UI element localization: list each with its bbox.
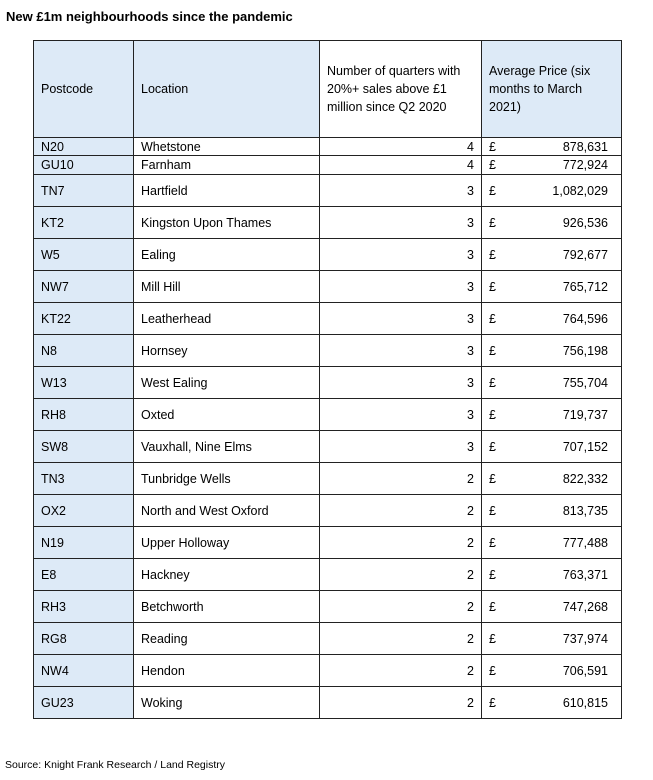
table-row: [34, 239, 622, 271]
price-cell: [482, 138, 622, 156]
price-cell: [482, 156, 622, 175]
location-cell: North and West Oxford: [134, 495, 320, 527]
currency-symbol: £: [489, 599, 496, 614]
price-cell: [482, 495, 622, 527]
currency-symbol: £: [489, 695, 496, 710]
table-row: [34, 303, 622, 335]
location-cell: Tunbridge Wells: [134, 463, 320, 495]
postcode-cell: TN3: [34, 463, 134, 495]
currency-symbol: £: [489, 471, 496, 486]
price-amount: 878,631: [562, 139, 608, 154]
price-amount: 755,704: [562, 375, 608, 390]
header-price: Average Price (six months to March 2021): [482, 41, 622, 138]
price-cell: [482, 335, 622, 367]
price-cell: [482, 367, 622, 399]
source-note: Source: Knight Frank Research / Land Registry: [5, 759, 226, 771]
postcode-cell: GU10: [34, 156, 134, 175]
location-cell: Hornsey: [134, 335, 320, 367]
postcode-cell: NW4: [34, 655, 134, 687]
table-row: [34, 156, 622, 175]
postcode-cell: N19: [34, 527, 134, 559]
quarters-cell: 2: [320, 687, 482, 719]
price-cell: [482, 687, 622, 719]
price-amount: 792,677: [562, 247, 608, 262]
price-cell: [482, 399, 622, 431]
price-amount: 707,152: [562, 439, 608, 454]
location-cell: Whetstone: [134, 138, 320, 156]
price-cell: [482, 591, 622, 623]
quarters-cell: 3: [320, 399, 482, 431]
price-cell: [482, 463, 622, 495]
postcode-cell: N20: [34, 138, 134, 156]
location-cell: West Ealing: [134, 367, 320, 399]
table-row: [34, 559, 622, 591]
currency-symbol: £: [489, 407, 496, 422]
quarters-cell: 2: [320, 591, 482, 623]
location-cell: Hendon: [134, 655, 320, 687]
quarters-cell: 2: [320, 655, 482, 687]
price-amount: 737,974: [562, 631, 608, 646]
postcode-cell: W13: [34, 367, 134, 399]
location-cell: Woking: [134, 687, 320, 719]
location-cell: Reading: [134, 623, 320, 655]
postcode-cell: W5: [34, 239, 134, 271]
header-postcode: Postcode: [34, 41, 134, 138]
currency-symbol: £: [489, 279, 496, 294]
postcode-cell: SW8: [34, 431, 134, 463]
location-cell: Hackney: [134, 559, 320, 591]
quarters-cell: 3: [320, 367, 482, 399]
price-amount: 1,082,029: [552, 183, 608, 198]
price-cell: [482, 623, 622, 655]
location-cell: Oxted: [134, 399, 320, 431]
quarters-cell: 4: [320, 138, 482, 156]
price-amount: 772,924: [562, 158, 608, 172]
table-row: [34, 138, 622, 156]
price-amount: 777,488: [562, 535, 608, 550]
table-row: [34, 175, 622, 207]
currency-symbol: £: [489, 535, 496, 550]
postcode-cell: NW7: [34, 271, 134, 303]
price-cell: [482, 175, 622, 207]
table-body: [34, 138, 622, 719]
postcode-cell: RG8: [34, 623, 134, 655]
currency-symbol: £: [489, 311, 496, 326]
quarters-cell: 2: [320, 623, 482, 655]
table-row: [34, 367, 622, 399]
price-cell: [482, 207, 622, 239]
currency-symbol: £: [489, 215, 496, 230]
currency-symbol: £: [489, 503, 496, 518]
table-row: [34, 207, 622, 239]
price-amount: 765,712: [562, 279, 608, 294]
table-row: [34, 271, 622, 303]
quarters-cell: 3: [320, 431, 482, 463]
quarters-cell: 2: [320, 463, 482, 495]
table-row: [34, 463, 622, 495]
quarters-cell: 3: [320, 175, 482, 207]
quarters-cell: 3: [320, 271, 482, 303]
table-row: [34, 495, 622, 527]
price-cell: [482, 655, 622, 687]
price-amount: 747,268: [562, 599, 608, 614]
table-header-row: [34, 41, 622, 138]
currency-symbol: £: [489, 343, 496, 358]
price-amount: 926,536: [562, 215, 608, 230]
location-cell: Betchworth: [134, 591, 320, 623]
quarters-cell: 3: [320, 335, 482, 367]
header-quarters: Number of quarters with 20%+ sales above £1 million since Q2 2020: [320, 41, 482, 138]
price-cell: [482, 239, 622, 271]
page-title: New £1m neighbourhoods since the pandemic: [6, 9, 293, 24]
price-cell: [482, 527, 622, 559]
currency-symbol: £: [489, 567, 496, 582]
table-row: [34, 335, 622, 367]
postcode-cell: TN7: [34, 175, 134, 207]
price-amount: 813,735: [562, 503, 608, 518]
location-cell: Mill Hill: [134, 271, 320, 303]
price-cell: [482, 559, 622, 591]
quarters-cell: 2: [320, 495, 482, 527]
location-cell: Kingston Upon Thames: [134, 207, 320, 239]
table-row: [34, 399, 622, 431]
price-amount: 610,815: [562, 695, 608, 710]
postcode-cell: GU23: [34, 687, 134, 719]
currency-symbol: £: [489, 139, 496, 154]
price-cell: [482, 431, 622, 463]
currency-symbol: £: [489, 631, 496, 646]
price-amount: 763,371: [562, 567, 608, 582]
postcode-cell: KT2: [34, 207, 134, 239]
price-amount: 756,198: [562, 343, 608, 358]
location-cell: Vauxhall, Nine Elms: [134, 431, 320, 463]
location-cell: Farnham: [134, 156, 320, 175]
postcode-cell: N8: [34, 335, 134, 367]
location-cell: Hartfield: [134, 175, 320, 207]
price-amount: 719,737: [562, 407, 608, 422]
header-location: Location: [134, 41, 320, 138]
data-table: [33, 40, 622, 719]
quarters-cell: 2: [320, 527, 482, 559]
postcode-cell: OX2: [34, 495, 134, 527]
postcode-cell: RH3: [34, 591, 134, 623]
postcode-cell: KT22: [34, 303, 134, 335]
price-cell: [482, 303, 622, 335]
currency-symbol: £: [489, 663, 496, 678]
quarters-cell: 3: [320, 207, 482, 239]
currency-symbol: £: [489, 158, 496, 172]
postcode-cell: E8: [34, 559, 134, 591]
currency-symbol: £: [489, 247, 496, 262]
price-amount: 822,332: [562, 471, 608, 486]
currency-symbol: £: [489, 439, 496, 454]
currency-symbol: £: [489, 183, 496, 198]
quarters-cell: 4: [320, 156, 482, 175]
location-cell: Leatherhead: [134, 303, 320, 335]
price-amount: 706,591: [562, 663, 608, 678]
location-cell: Upper Holloway: [134, 527, 320, 559]
table-row: [34, 591, 622, 623]
table-row: [34, 687, 622, 719]
quarters-cell: 3: [320, 303, 482, 335]
currency-symbol: £: [489, 375, 496, 390]
table-row: [34, 655, 622, 687]
quarters-cell: 2: [320, 559, 482, 591]
price-amount: 764,596: [562, 311, 608, 326]
postcode-cell: RH8: [34, 399, 134, 431]
quarters-cell: 3: [320, 239, 482, 271]
price-cell: [482, 271, 622, 303]
table-row: [34, 431, 622, 463]
table-row: [34, 623, 622, 655]
table-row: [34, 527, 622, 559]
location-cell: Ealing: [134, 239, 320, 271]
